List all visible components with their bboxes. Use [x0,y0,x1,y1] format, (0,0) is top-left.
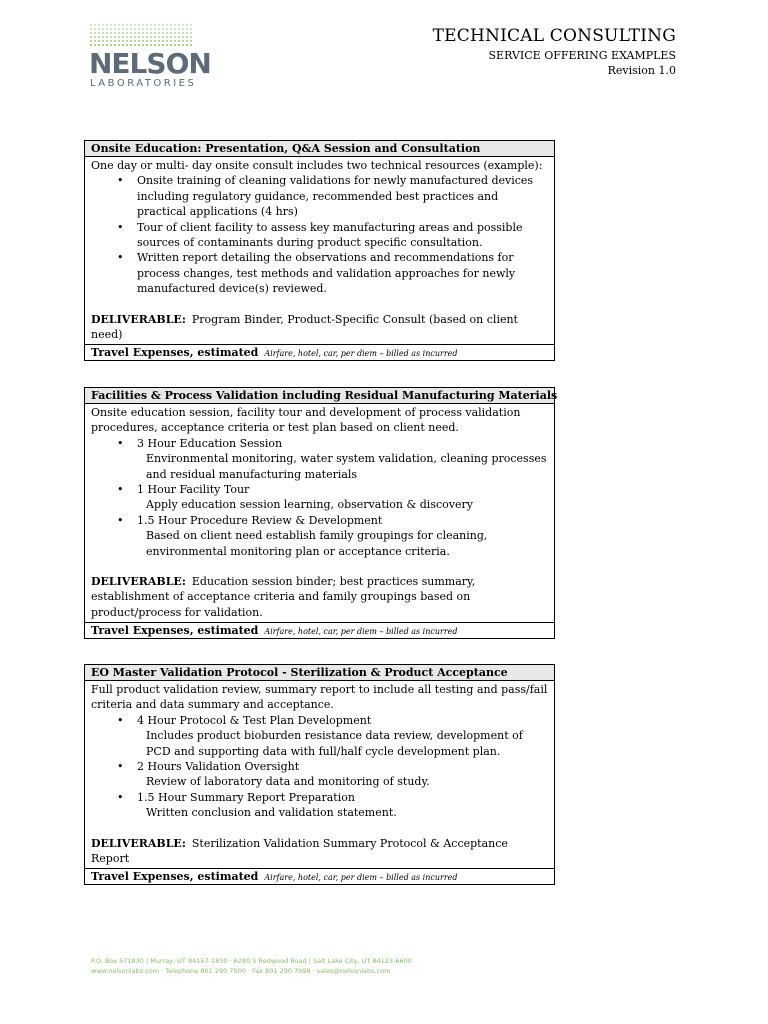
list-item: • Written report detailing the observations and recommendations for process changes, test methods and validation approaches for newly manufactured device(s) reviewed. [91,250,548,296]
nelson-logo [89,23,211,91]
travel-label: Travel Expenses, estimated [91,870,259,884]
logo-wordmark: NELSON [89,47,211,80]
travel-expenses-row [85,344,554,360]
section-body [85,157,554,344]
list-item: • Tour of client facility to assess key manufacturing areas and possible sources of contaminants during product specific consultation. [91,220,548,251]
section-intro: Onsite education session, facility tour and development of process validation procedures, acceptance criteria or test plan based on client need. [91,406,521,435]
list-item-detail: Apply education session learning, observation & discovery [146,498,473,512]
deliverable-text: Education session binder; best practices summary, establishment of acceptance criteria and family groupings based on product/process for validation. [91,575,476,619]
deliverable-text: Sterilization Validation Summary Protocol & Acceptance Report [91,836,508,866]
section-eo-master-validation [84,664,555,885]
list-item: • 3 Hour Education Session Environmental monitoring, water system validation, cleaning processes and residual manufacturing materials [91,436,548,482]
list-item: • 1 Hour Facility Tour Apply education session learning, observation & discovery [91,482,548,513]
travel-note: Airfare, hotel, car, per diem – billed as incurred [264,873,458,883]
footer-address: P.O. Box 571830 | Murray, UT 84157-1830 · 6280 S Redwood Road | Salt Lake City, UT 84123-6600 [91,957,412,965]
deliverable [91,312,548,343]
travel-note: Airfare, hotel, car, per diem – billed as incurred [264,349,458,359]
section-header: Facilities & Process Validation including Residual Manufacturing Materials [85,388,554,404]
section-item-list [91,436,548,559]
travel-label: Travel Expenses, estimated [91,346,259,360]
document-revision: Revision 1.0 [607,64,676,77]
list-item-detail: Review of laboratory data and monitoring of study. [146,775,430,789]
travel-expenses-row [85,622,554,638]
logo-dot-pattern [89,23,195,47]
section-header: Onsite Education: Presentation, Q&A Session and Consultation [85,141,554,157]
document-title: TECHNICAL CONSULTING [432,26,676,46]
list-item: • Onsite training of cleaning validations for newly manufactured devices including regulatory guidance, recommended best practices and practical applications (4 hrs) [91,173,548,219]
travel-note: Airfare, hotel, car, per diem – billed as incurred [264,627,458,637]
deliverable-text: Program Binder, Product-Specific Consult (based on client need) [91,312,518,342]
deliverable-label: DELIVERABLE: [91,312,186,326]
travel-expenses-row [85,868,554,884]
document-subtitle: SERVICE OFFERING EXAMPLES [488,49,676,62]
list-item-detail: Based on client need establish family groupings for cleaning, environmental monitoring plan or acceptance criteria. [146,529,488,558]
section-intro: One day or multi- day onsite consult includes two technical resources (example): [91,159,543,172]
section-intro: Full product validation review, summary report to include all testing and pass/fail criteria and data summary and acceptance. [91,683,548,712]
list-item: • 1.5 Hour Procedure Review & Development Based on client need establish family groupings for cleaning, environmental monitoring plan or acceptance criteria. [91,513,548,559]
section-body [85,404,554,622]
section-onsite-education [84,140,555,361]
logo-subtitle: LABORATORIES [90,78,197,89]
deliverable [91,836,548,867]
section-item-list [91,173,548,296]
deliverable-label: DELIVERABLE: [91,575,186,589]
travel-label: Travel Expenses, estimated [91,624,259,638]
section-header: EO Master Validation Protocol - Sterilization & Product Acceptance [85,665,554,681]
list-item: • 1.5 Hour Summary Report Preparation Written conclusion and validation statement. [91,790,548,821]
section-facilities-process-validation [84,387,558,639]
deliverable [91,574,548,620]
list-item-detail: Environmental monitoring, water system validation, cleaning processes and residual manufacturing materials [146,452,547,481]
document-header [433,26,676,78]
section-body [85,681,554,868]
footer-contact: www.nelsonlabs.com · Telephone 801 290 7500 · Fax 801 290 7998 · sales@nelsonlabs.com [91,967,391,975]
list-item-detail: Includes product bioburden resistance data review, development of PCD and supporting data with full/half cycle development plan. [146,729,523,758]
deliverable-label: DELIVERABLE: [91,836,186,850]
list-item: • 4 Hour Protocol & Test Plan Development Includes product bioburden resistance data review, development of PCD and supporting data with full/half cycle development plan. [91,713,548,759]
list-item-detail: Written conclusion and validation statement. [146,806,397,820]
section-item-list [91,713,548,821]
list-item: • 2 Hours Validation Oversight Review of laboratory data and monitoring of study. [91,759,548,790]
page-footer [91,956,412,976]
